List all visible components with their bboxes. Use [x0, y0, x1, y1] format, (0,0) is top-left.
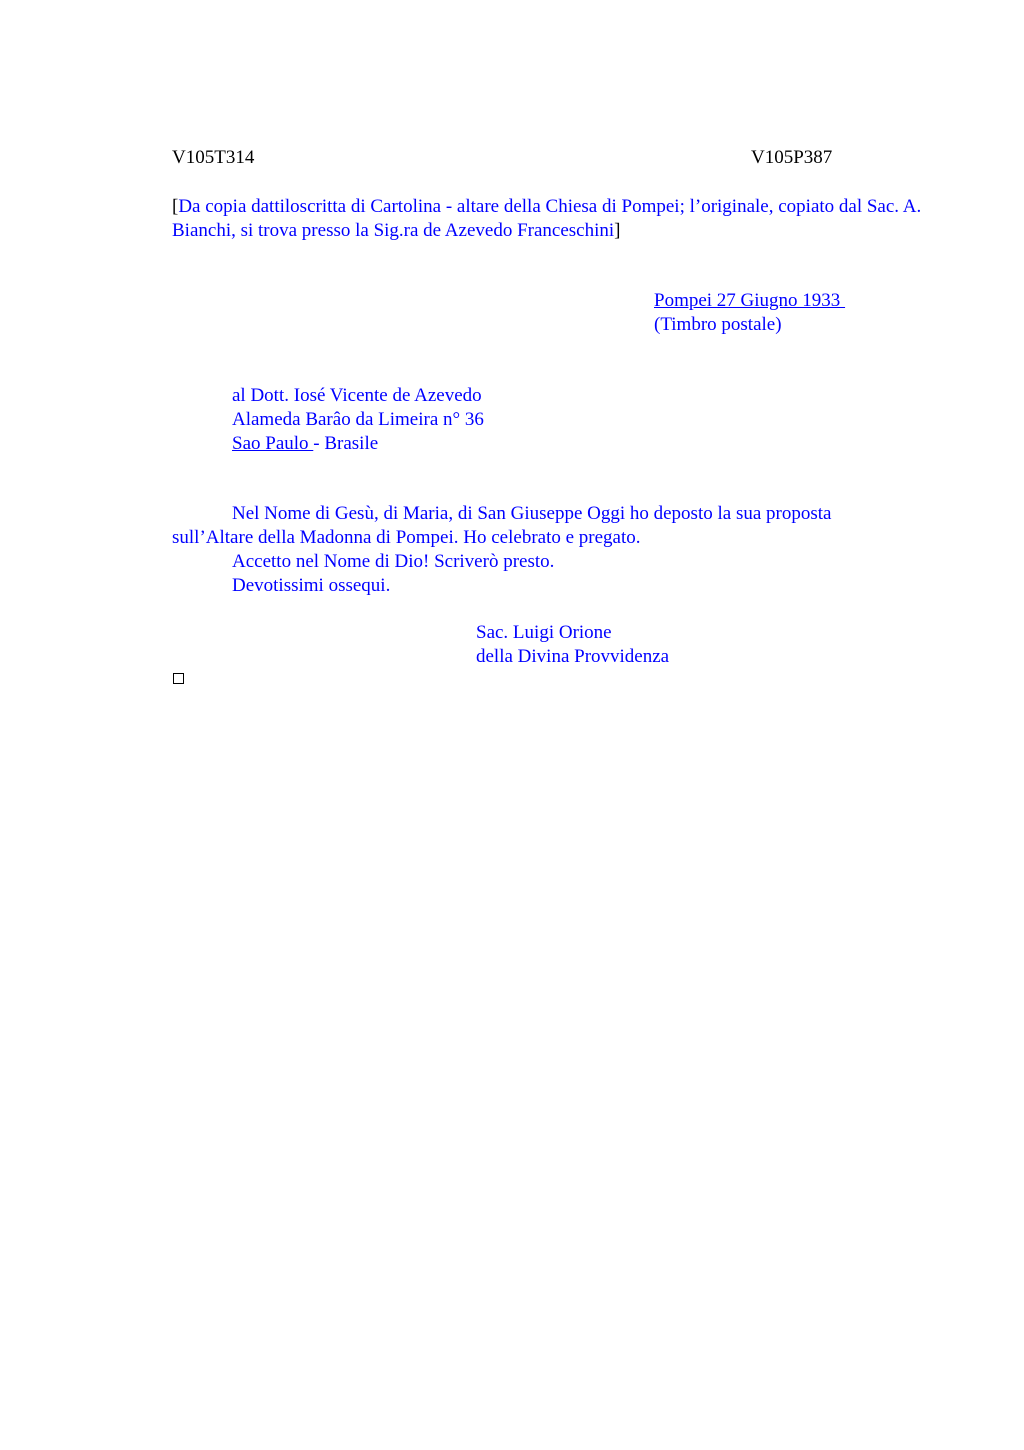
editorial-note — [172, 195, 942, 243]
signature-block — [476, 621, 669, 669]
body-paragraph-2: Accetto nel Nome di Dio! Scriverò presto. — [232, 551, 555, 572]
date-block — [654, 289, 845, 337]
letter-date: Pompei 27 Giugno 1933 — [654, 290, 846, 311]
recipient-address — [232, 384, 484, 456]
reference-code-right: V105P387 — [751, 147, 833, 168]
address-line-city — [232, 432, 484, 456]
reference-code-left: V105T314 — [172, 147, 255, 168]
address-line-name: al Dott. Iosé Vicente de Azevedo — [232, 385, 482, 406]
note-open-bracket: [ — [172, 196, 179, 217]
address-country: - Brasile — [313, 433, 379, 454]
address-city: Sao Paulo — [232, 433, 314, 454]
body-paragraph-1: Nel Nome di Gesù, di Maria, di San Giuseppe Oggi ho deposto la sua proposta sull’Altare della Madonna di Pompei. Ho celebrato e pregato. — [172, 503, 832, 548]
signature-name: Sac. Luigi Orione — [476, 622, 612, 643]
signature-congregation: della Divina Provvidenza — [476, 646, 670, 667]
checkbox-square-icon — [173, 673, 184, 684]
letter-body — [172, 502, 912, 598]
note-text: Da copia dattiloscritta di Cartolina - altare della Chiesa di Pompei; l’originale, copiato dal Sac. A. Bianchi, si trova presso la Sig.ra de Azevedo Franceschini — [172, 196, 922, 241]
postmark-note: (Timbro postale) — [654, 314, 782, 335]
body-paragraph-3: Devotissimi ossequi. — [232, 575, 391, 596]
note-close-bracket: ] — [614, 220, 621, 241]
address-line-street: Alameda Barâo da Limeira n° 36 — [232, 409, 484, 430]
